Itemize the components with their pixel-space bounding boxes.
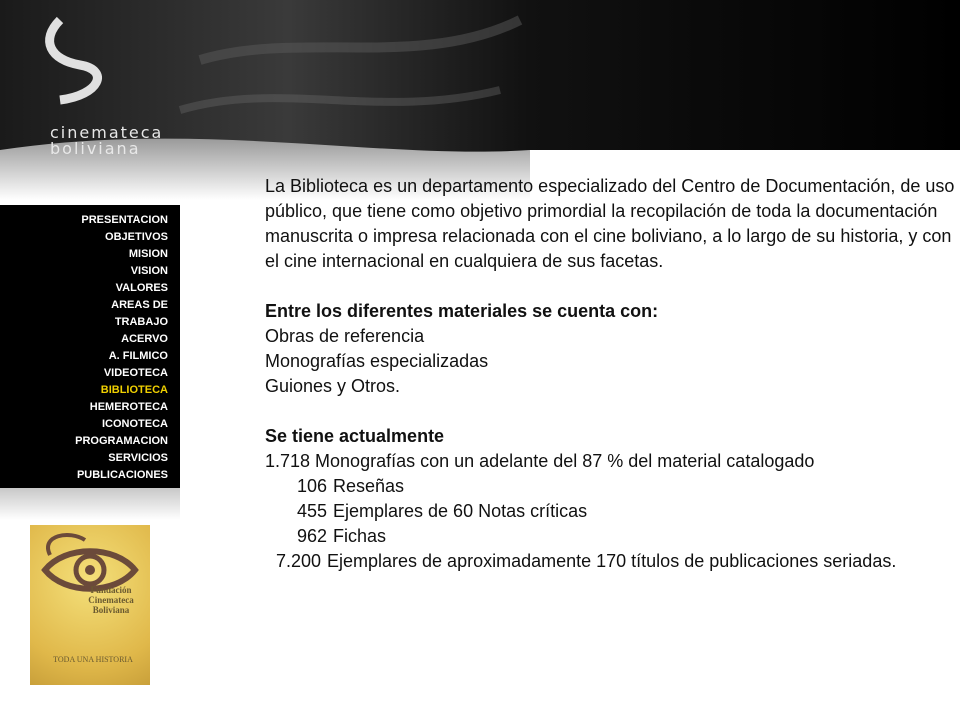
main-content [265, 174, 955, 574]
nav-item-videoteca[interactable]: VIDEOTECA [103, 367, 168, 379]
nav-item-areas-de-trabajo[interactable]: AREAS DE TRABAJO [111, 299, 168, 328]
sidebar-nav [0, 205, 180, 490]
stat-first-line: 1.718 Monografías con un adelante del 87 % del material catalogado [265, 451, 815, 471]
logo-text-line1: cinemateca [50, 123, 164, 142]
stat-number: 455 [296, 501, 327, 521]
nav-item-a-filmico[interactable]: A. FILMICO [108, 350, 168, 362]
nav-item-programacion[interactable]: PROGRAMACION [75, 435, 168, 447]
nav-item-hemeroteca[interactable]: HEMEROTECA [89, 401, 168, 413]
nav-item-biblioteca[interactable]: BIBLIOTECA [100, 384, 168, 396]
stat-label: Reseñas [333, 476, 405, 496]
header-banner [0, 0, 960, 200]
nav-item-vision[interactable]: VISION [130, 265, 168, 277]
nav-item-objetivos[interactable]: OBJETIVOS [105, 231, 168, 243]
book-cover-image[interactable] [30, 525, 150, 685]
banner-graphic [0, 0, 960, 200]
nav-list [75, 212, 168, 484]
book-cover-subtitle: TODA UNA HISTORIA [53, 655, 133, 664]
stat-row [265, 524, 955, 549]
stat-row [265, 499, 955, 524]
materials-heading: Entre los diferentes materiales se cuenta con: [265, 301, 659, 321]
nav-item-mision[interactable]: MISION [128, 248, 168, 260]
stat-number: 962 [296, 526, 327, 546]
stat-row [265, 549, 955, 574]
nav-item-presentacion[interactable]: PRESENTACION [81, 214, 168, 226]
stat-row [265, 474, 955, 499]
nav-item-iconoteca[interactable]: ICONOTECA [102, 418, 168, 430]
stat-number: 106 [296, 476, 327, 496]
nav-item-publicaciones[interactable]: PUBLICACIONES [76, 469, 168, 481]
current-heading: Se tiene actualmente [265, 426, 445, 446]
nav-item-servicios[interactable]: SERVICIOS [108, 452, 168, 464]
logo-text-line2: boliviana [50, 139, 141, 158]
nav-shadow [0, 488, 180, 520]
nav-item-acervo[interactable]: ACERVO [121, 333, 168, 345]
stat-label: Ejemplares de aproximadamente 170 títulos de publicaciones seriadas. [327, 551, 897, 571]
intro-paragraph: La Biblioteca es un departamento especializado del Centro de Documentación, de uso público, que tiene como objetivo primordial la recopilación de toda la documentación manuscrita o impresa relacionada con el cine boliviano, a lo largo de su historia, y con el cine internacional en cualquiera de sus facetas. [265, 176, 955, 271]
nav-item-valores[interactable]: VALORES [115, 282, 168, 294]
book-cover-title: Fundación Cinemateca Boliviana [88, 585, 134, 615]
stat-label: Ejemplares de 60 Notas críticas [333, 501, 588, 521]
material-item: Obras de referencia [265, 326, 425, 346]
stat-label: Fichas [333, 526, 387, 546]
material-item: Monografías especializadas [265, 351, 489, 371]
stat-number: 7.200 [275, 551, 321, 571]
material-item: Guiones y Otros. [265, 376, 401, 396]
